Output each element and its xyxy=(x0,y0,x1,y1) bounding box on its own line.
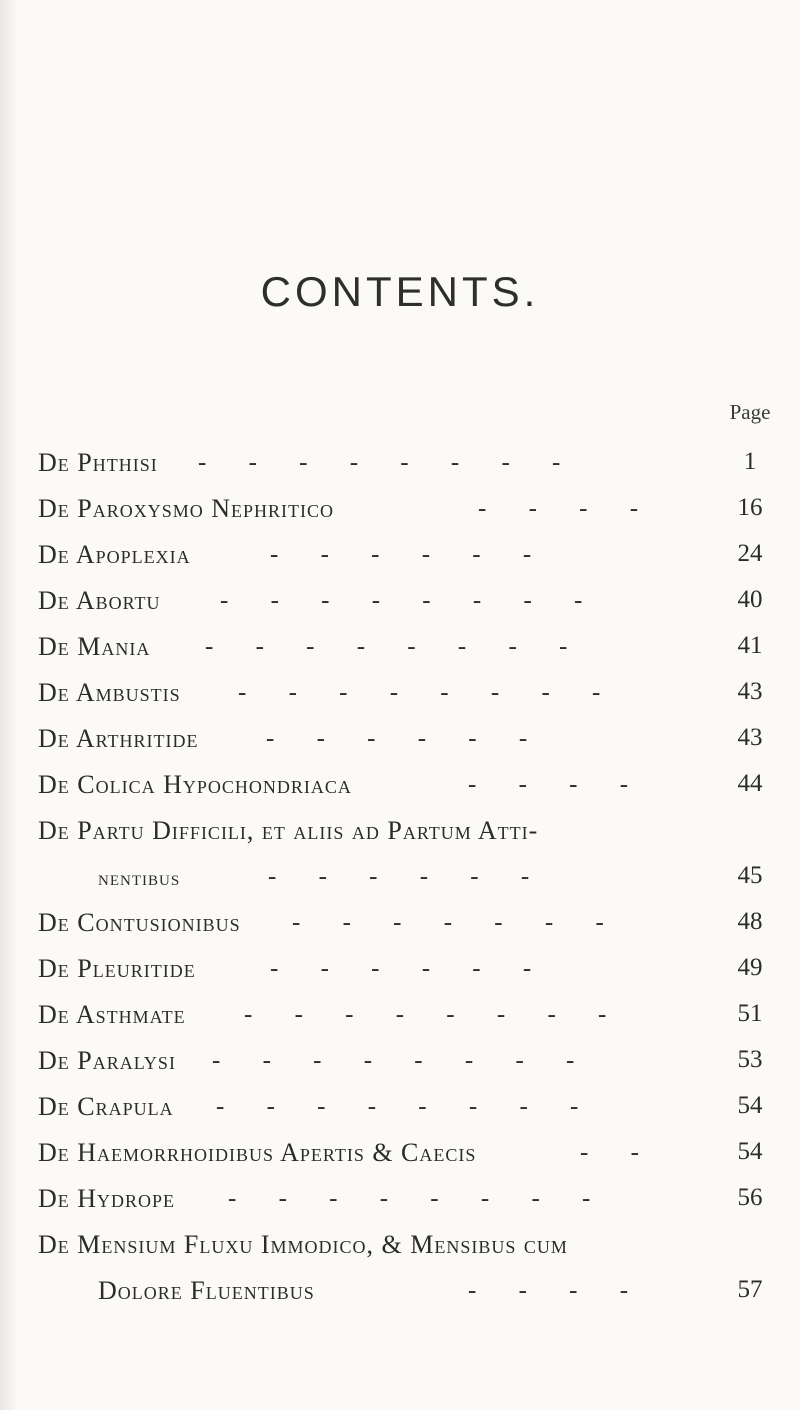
toc-entry-title: De Apoplexia xyxy=(38,540,191,569)
toc-entry xyxy=(0,1184,800,1224)
toc-entry-title: De Pleuritide xyxy=(38,954,196,983)
toc-entry xyxy=(0,1092,800,1132)
leader-dashes: - - - - - - xyxy=(270,955,550,982)
toc-entry-page: 44 xyxy=(737,770,763,797)
toc-entry-title: De Colica Hypochondriaca xyxy=(38,770,352,799)
leader-dashes: - - xyxy=(580,1139,657,1166)
toc-entry-page: 45 xyxy=(737,862,763,889)
toc-entry-title: De Partu Difficili, et aliis ad Partum Atti- xyxy=(38,816,539,845)
toc-entry-title: De Haemorrhoidibus Apertis & Caecis xyxy=(38,1138,477,1167)
toc-entry-continuation xyxy=(0,1276,800,1316)
toc-entry-title: De Paroxysmo Nephritico xyxy=(38,494,335,523)
toc-entry-page: 51 xyxy=(737,1000,763,1027)
toc-entry-page: 16 xyxy=(737,494,763,521)
page-title: CONTENTS. xyxy=(260,268,540,315)
toc-entry-title: De Arthritide xyxy=(38,724,199,753)
leader-dashes: - - - - - - - - xyxy=(212,1047,593,1074)
toc-entry xyxy=(0,1000,800,1040)
toc-entry-title: De Crapula xyxy=(38,1092,174,1121)
leader-dashes: - - - - - - - - xyxy=(238,679,619,706)
toc-entry-title: De Contusionibus xyxy=(38,908,241,937)
leader-dashes: - - - - - - - - xyxy=(220,587,601,614)
toc-entry-title: De Mensium Fluxu Immodico, & Mensibus cum xyxy=(38,1230,568,1259)
toc-entry xyxy=(0,954,800,994)
toc-entry-title-continuation: nentibus xyxy=(98,865,181,890)
toc-entry xyxy=(0,1138,800,1178)
toc-entry-page: 54 xyxy=(737,1138,763,1165)
leader-dashes: - - - - - - xyxy=(268,863,548,890)
toc-entry xyxy=(0,494,800,534)
toc-entry-page: 41 xyxy=(737,632,763,659)
toc-entry-page: 43 xyxy=(737,678,763,705)
leader-dashes: - - - - - - xyxy=(266,725,546,752)
toc-entry-page: 48 xyxy=(737,908,763,935)
toc-entry xyxy=(0,908,800,948)
leader-dashes: - - - - - - xyxy=(270,541,550,568)
toc-entry-page: 49 xyxy=(737,954,763,981)
toc-entry xyxy=(0,724,800,764)
leader-dashes: - - - - - - - - xyxy=(205,633,586,660)
toc-entry-title-continuation: Dolore Fluentibus xyxy=(98,1276,315,1305)
toc-entry-title: De Phthisi xyxy=(38,448,158,477)
toc-entry xyxy=(0,448,800,488)
leader-dashes: - - - - - - - - xyxy=(198,449,579,476)
toc-entry xyxy=(0,770,800,810)
toc-entry-page: 57 xyxy=(737,1276,763,1303)
toc-entry xyxy=(0,678,800,718)
leader-dashes: - - - - xyxy=(468,771,647,798)
toc-entry xyxy=(0,1046,800,1086)
toc-entry-title: De Asthmate xyxy=(38,1000,186,1029)
toc-entry-title: De Mania xyxy=(38,632,151,661)
toc-entry-page: 1 xyxy=(743,448,757,475)
toc-entry-page: 40 xyxy=(737,586,763,613)
toc-entry-page: 56 xyxy=(737,1184,763,1211)
toc-entry-title: De Paralysi xyxy=(38,1046,176,1075)
leader-dashes: - - - - - - - - xyxy=(244,1001,625,1028)
toc-entry-title: De Abortu xyxy=(38,586,161,615)
leader-dashes: - - - - - - - - xyxy=(228,1185,609,1212)
toc-entry xyxy=(0,540,800,580)
toc-entry-continuation xyxy=(0,862,800,902)
toc-entry-page: 54 xyxy=(737,1092,763,1119)
toc-entry-title: De Hydrope xyxy=(38,1184,176,1213)
leader-dashes: - - - - xyxy=(478,495,657,522)
toc-entry xyxy=(0,586,800,626)
leader-dashes: - - - - - - - - xyxy=(216,1093,597,1120)
toc-entry xyxy=(0,816,800,856)
toc-entry xyxy=(0,632,800,672)
toc-entry-page: 53 xyxy=(737,1046,763,1073)
toc-entry-title: De Ambustis xyxy=(38,678,181,707)
page-column-header: Page xyxy=(729,400,771,424)
leader-dashes: - - - - - - - xyxy=(292,909,622,936)
leader-dashes: - - - - xyxy=(468,1277,647,1304)
toc-entry xyxy=(0,1230,800,1270)
toc-entry-page: 43 xyxy=(737,724,763,751)
toc-entry-page: 24 xyxy=(737,540,763,567)
